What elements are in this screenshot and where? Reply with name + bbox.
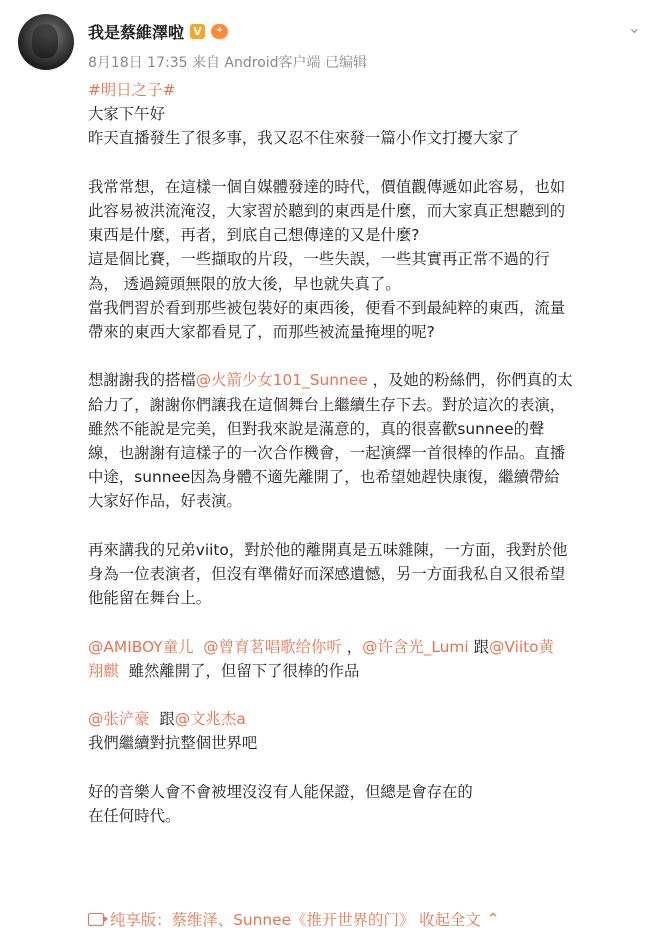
vip-badge-icon: ✦ <box>211 24 228 39</box>
text-line: 當我們習於看到那些被包裝好的東西後，便看不到最純粹的東西，流量 <box>88 298 566 317</box>
text-line: 為， 透過鏡頭無限的放大後，早也就失真了。 <box>88 274 401 293</box>
text-line: 雖然不能說是完美，但對我來說是滿意的，真的很喜歡sunnee的聲 <box>88 419 545 438</box>
text-line: 給力了，謝謝你們讓我在這個舞台上繼續生存下去。對於這次的表演， <box>88 395 566 414</box>
mention-viito-cont[interactable]: 翔麒 <box>88 661 119 680</box>
text-line: @AMIBOY童儿 @曾育茗唱歌给你听 ，@许含光_Lumi 跟@Viito黄 <box>88 637 554 656</box>
text-line: 身為一位表演者，但沒有準備好而深感遺憾，另一方面我私自又很希望 <box>88 565 566 584</box>
post-meta: 8月18日 17:35 来自 Android客户端 已编辑 <box>88 55 367 71</box>
text-line: 這是個比賽，一些擷取的片段，一些失誤，一些其實再正常不過的行 <box>88 250 550 269</box>
text-line: 好的音樂人會不會被埋沒沒有人能保證，但總是會存在的 <box>88 782 473 801</box>
text-line: 我常常想，在這樣一個自媒體發達的時代，價值觀傳遞如此容易，也如 <box>88 177 566 196</box>
chevron-down-icon[interactable]: ⌄ <box>627 18 641 37</box>
text-line: 在任何時代。 <box>88 807 181 825</box>
text-line: 中途，sunnee因為身體不適先離開了，也希望她趕快康復，繼續帶給 <box>88 468 560 487</box>
text-line: 大家好作品，好表演。 <box>88 492 242 511</box>
mention-zhangchanhao[interactable]: @张浐豪 <box>88 710 150 729</box>
text-line: 東西是什麼，再者，到底自己想傳達的又是什麼? <box>88 226 420 245</box>
username-row <box>88 20 228 43</box>
hashtag-link[interactable]: #明日之子# <box>88 81 176 99</box>
text-line: 翔麒 雖然離開了，但留下了很棒的作品 <box>88 661 360 680</box>
post-content <box>88 78 660 828</box>
mention-zengyuming[interactable]: @曾育茗唱歌给你听 <box>203 637 342 656</box>
video-link-row[interactable] <box>88 908 500 930</box>
text-line: 他能留在舞台上。 <box>88 589 212 608</box>
mention-xuhanguang[interactable]: @许含光_Lumi <box>362 637 469 656</box>
mention-wenzhaojie[interactable]: @文兆杰a <box>174 710 246 729</box>
mention-viito[interactable]: @Viito黄 <box>489 637 554 656</box>
username[interactable]: 我是蔡維澤啦 <box>88 23 185 42</box>
chevron-up-icon[interactable]: ⌃ <box>486 910 500 928</box>
text-line: 再來講我的兄弟viito，對於他的離開真是五味雜陳，一方面，我對於他 <box>88 540 568 559</box>
avatar[interactable] <box>18 14 74 70</box>
text-line: 大家下午好 <box>88 105 165 124</box>
mention-sunnee[interactable]: @火箭少女101_Sunnee <box>195 371 368 390</box>
video-link-text[interactable]: 纯享版：蔡维泽、Sunnee《推开世界的门》 收起全文 <box>110 911 481 929</box>
v-badge-icon: V <box>190 24 205 39</box>
text-line: 我們繼續對抗整個世界吧 <box>88 734 258 753</box>
video-icon <box>88 913 104 926</box>
text-line: 帶來的東西大家都看見了，而那些被流量掩埋的呢? <box>88 323 435 342</box>
text-line: 線，也謝謝有這樣子的一次合作機會，一起演繹一首很棒的作品。直播 <box>88 444 566 463</box>
text-line: 想謝謝我的搭檔@火箭少女101_Sunnee ，及她的粉絲們，你們真的太 <box>88 371 573 390</box>
mention-amiboy[interactable]: @AMIBOY童儿 <box>88 637 194 656</box>
text-line: 此容易被洪流淹沒，大家習於聽到的東西是什麼，而大家真正想聽到的 <box>88 202 566 220</box>
text-line: @张浐豪 跟@文兆杰a <box>88 710 246 729</box>
text-line: 昨天直播發生了很多事，我又忍不住來發一篇小作文打擾大家了 <box>88 129 519 148</box>
